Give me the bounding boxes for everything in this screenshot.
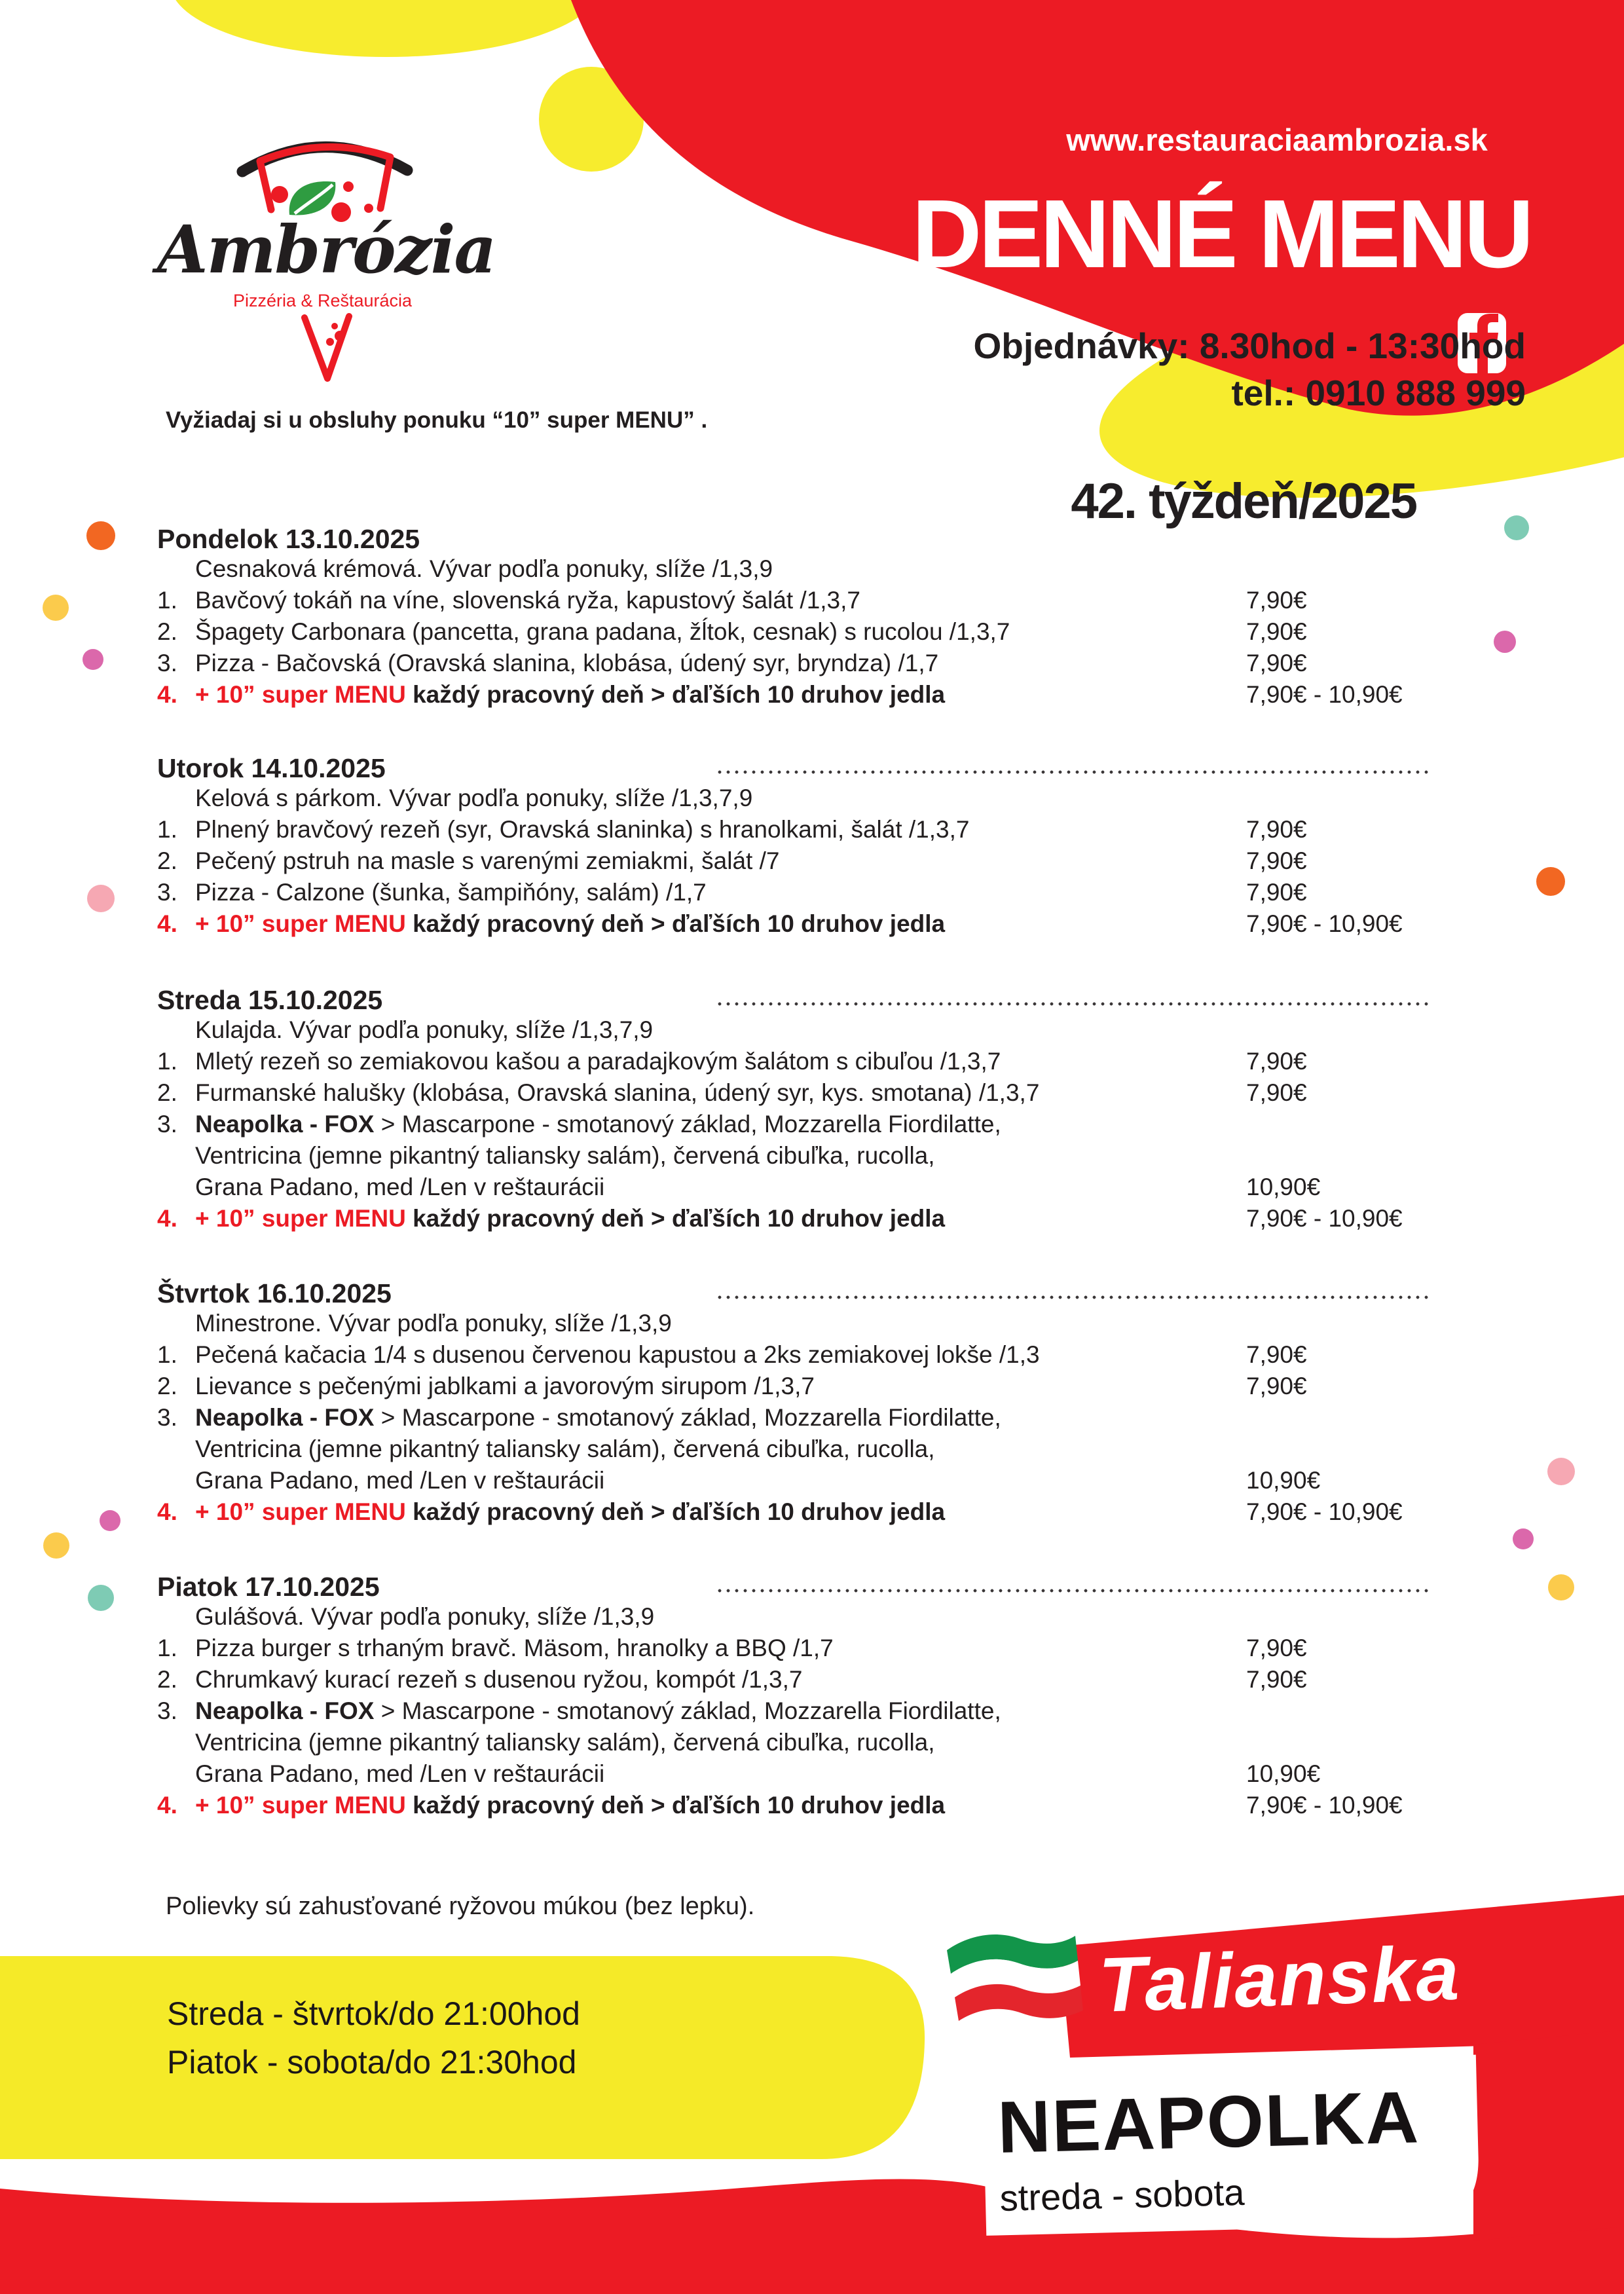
- item-text: Furmanské halušky (klobása, Oravská slanina, údený syr, kys. smotana) /1,3,7: [195, 1079, 1040, 1106]
- soup-note: Polievky sú zahusťované ryžovou múkou (bez lepku).: [166, 1893, 755, 1920]
- item-price: 7,90€ - 10,90€: [1246, 1792, 1403, 1819]
- item-text: Pizza - Calzone (šunka, šampiňóny, salám) /1,7: [195, 879, 707, 906]
- talianska-label: Talianska: [1098, 1929, 1462, 2029]
- item-price: 7,90€: [1246, 879, 1307, 906]
- logo-name: Ambrózia: [157, 211, 496, 288]
- item-text: Grana Padano, med /Len v reštaurácii: [195, 1174, 605, 1200]
- item-text: Bavčový tokáň na víne, slovenská ryža, kapustový šalát /1,3,7: [195, 587, 860, 614]
- item-number: 3.: [157, 1404, 177, 1431]
- item-text: + 10” super MENU každý pracovný deň > ďaľších 10 druhov jedla: [195, 910, 946, 937]
- item-price: 7,90€: [1246, 1341, 1307, 1368]
- item-price: 10,90€: [1246, 1174, 1321, 1200]
- item-price: 10,90€: [1246, 1760, 1321, 1787]
- item-number: 3.: [157, 650, 177, 676]
- dotted-separator: [718, 1589, 1429, 1593]
- page-title: DENNÉ MENU: [912, 180, 1531, 288]
- item-text: Pečený pstruh na masle s varenými zemiakmi, šalát /7: [195, 847, 780, 874]
- item-number: 2.: [157, 847, 177, 874]
- item-number: 2.: [157, 1666, 177, 1693]
- soup-text: Gulášová. Vývar podľa ponuky, slíže /1,3,9: [195, 1603, 655, 1630]
- item-text: Ventricina (jemne pikantný taliansky salám), červená cibuľka, rucolla,: [195, 1729, 935, 1756]
- super-menu-notice: Vyžiadaj si u obsluhy ponuku “10” super MENU” .: [166, 407, 708, 433]
- opening-hours-1: Streda - štvrtok/do 21:00hod: [167, 1995, 580, 2032]
- item-number: 1.: [157, 1048, 177, 1075]
- day-heading: Streda 15.10.2025: [157, 985, 383, 1015]
- item-text: + 10” super MENU každý pracovný deň > ďaľších 10 druhov jedla: [195, 681, 946, 708]
- soup-text: Kelová s párkom. Vývar podľa ponuky, slíže /1,3,7,9: [195, 785, 753, 811]
- dotted-separator: [718, 1002, 1429, 1006]
- item-text: Neapolka - FOX > Mascarpone - smotanový základ, Mozzarella Fiordilatte,: [195, 1111, 1001, 1138]
- day-heading: Pondelok 13.10.2025: [157, 524, 420, 554]
- item-number: 1.: [157, 1635, 177, 1661]
- item-number: 1.: [157, 1341, 177, 1368]
- item-number: 4.: [157, 681, 177, 708]
- item-number: 2.: [157, 1373, 177, 1399]
- item-price: 7,90€ - 10,90€: [1246, 1498, 1403, 1525]
- item-text: Pizza burger s trhaným bravč. Mäsom, hranolky a BBQ /1,7: [195, 1635, 834, 1661]
- item-text: Grana Padano, med /Len v reštaurácii: [195, 1760, 605, 1787]
- item-number: 4.: [157, 1792, 177, 1819]
- item-text: Neapolka - FOX > Mascarpone - smotanový základ, Mozzarella Fiordilatte,: [195, 1697, 1001, 1724]
- item-number: 4.: [157, 1498, 177, 1525]
- neapolka-days: streda - sobota: [999, 2171, 1245, 2219]
- item-text: Lievance s pečenými jablkami a javorovým sirupom /1,3,7: [195, 1373, 815, 1399]
- item-text: Mletý rezeň so zemiakovou kašou a paradajkovým šalátom s cibuľou /1,3,7: [195, 1048, 1001, 1075]
- item-text: + 10” super MENU každý pracovný deň > ďaľších 10 druhov jedla: [195, 1498, 946, 1525]
- opening-hours-2: Piatok - sobota/do 21:30hod: [167, 2044, 577, 2081]
- item-text: Chrumkavý kurací rezeň s dusenou ryžou, kompót /1,3,7: [195, 1666, 803, 1693]
- neapolka-label: NEAPOLKA: [997, 2076, 1421, 2168]
- item-price: 7,90€: [1246, 1666, 1307, 1693]
- day-heading: Piatok 17.10.2025: [157, 1572, 380, 1602]
- item-price: 7,90€: [1246, 650, 1307, 676]
- item-number: 1.: [157, 816, 177, 843]
- item-price: 7,90€ - 10,90€: [1246, 1205, 1403, 1232]
- order-hours: Objednávky: 8.30hod - 13:30hod: [973, 325, 1526, 366]
- logo-subtitle: Pizzéria & Reštaurácia: [232, 291, 413, 310]
- item-text: + 10” super MENU každý pracovný deň > ďaľších 10 druhov jedla: [195, 1792, 946, 1819]
- item-number: 3.: [157, 1697, 177, 1724]
- soup-text: Cesnaková krémová. Vývar podľa ponuky, slíže /1,3,9: [195, 555, 773, 582]
- item-text: Pečená kačacia 1/4 s dusenou červenou kapustou a 2ks zemiakovej lokše /1,3: [195, 1341, 1040, 1368]
- phone-number: tel.: 0910 888 999: [1231, 373, 1526, 413]
- item-price: 7,90€ - 10,90€: [1246, 681, 1403, 708]
- item-number: 3.: [157, 1111, 177, 1138]
- item-number: 2.: [157, 618, 177, 645]
- soup-text: Minestrone. Vývar podľa ponuky, slíže /1,3,9: [195, 1310, 672, 1337]
- item-price: 7,90€: [1246, 587, 1307, 614]
- item-price: 7,90€: [1246, 618, 1307, 645]
- item-price: 7,90€ - 10,90€: [1246, 910, 1403, 937]
- item-number: 4.: [157, 910, 177, 937]
- day-heading: Štvrtok 16.10.2025: [157, 1278, 392, 1308]
- item-text: Plnený bravčový rezeň (syr, Oravská slaninka) s hranolkami, šalát /1,3,7: [195, 816, 970, 843]
- item-text: Grana Padano, med /Len v reštaurácii: [195, 1467, 605, 1494]
- soup-text: Kulajda. Vývar podľa ponuky, slíže /1,3,7,9: [195, 1016, 654, 1043]
- item-text: Neapolka - FOX > Mascarpone - smotanový základ, Mozzarella Fiordilatte,: [195, 1404, 1001, 1431]
- dotted-separator: [718, 770, 1429, 774]
- item-text: Pizza - Bačovská (Oravská slanina, klobása, údený syr, bryndza) /1,7: [195, 650, 939, 676]
- item-text: Ventricina (jemne pikantný taliansky salám), červená cibuľka, rucolla,: [195, 1142, 935, 1169]
- item-number: 2.: [157, 1079, 177, 1106]
- item-price: 7,90€: [1246, 847, 1307, 874]
- item-price: 10,90€: [1246, 1467, 1321, 1494]
- item-price: 7,90€: [1246, 1079, 1307, 1106]
- item-price: 7,90€: [1246, 816, 1307, 843]
- dotted-separator: [718, 1295, 1429, 1299]
- item-number: 1.: [157, 587, 177, 614]
- week-title: 42. týždeň/2025: [1071, 473, 1416, 529]
- item-number: 4.: [157, 1205, 177, 1232]
- item-price: 7,90€: [1246, 1048, 1307, 1075]
- item-text: Špagety Carbonara (pancetta, grana padana, žĺtok, cesnak) s rucolou /1,3,7: [195, 618, 1010, 645]
- item-number: 3.: [157, 879, 177, 906]
- item-price: 7,90€: [1246, 1373, 1307, 1399]
- item-text: + 10” super MENU každý pracovný deň > ďaľších 10 druhov jedla: [195, 1205, 946, 1232]
- item-text: Ventricina (jemne pikantný taliansky salám), červená cibuľka, rucolla,: [195, 1435, 935, 1462]
- red-right-column: [1473, 2030, 1624, 2241]
- item-price: 7,90€: [1246, 1635, 1307, 1661]
- italian-flag-icon: [947, 1934, 1083, 2021]
- day-heading: Utorok 14.10.2025: [157, 753, 386, 783]
- website-url: www.restauraciaambrozia.sk: [1066, 122, 1488, 157]
